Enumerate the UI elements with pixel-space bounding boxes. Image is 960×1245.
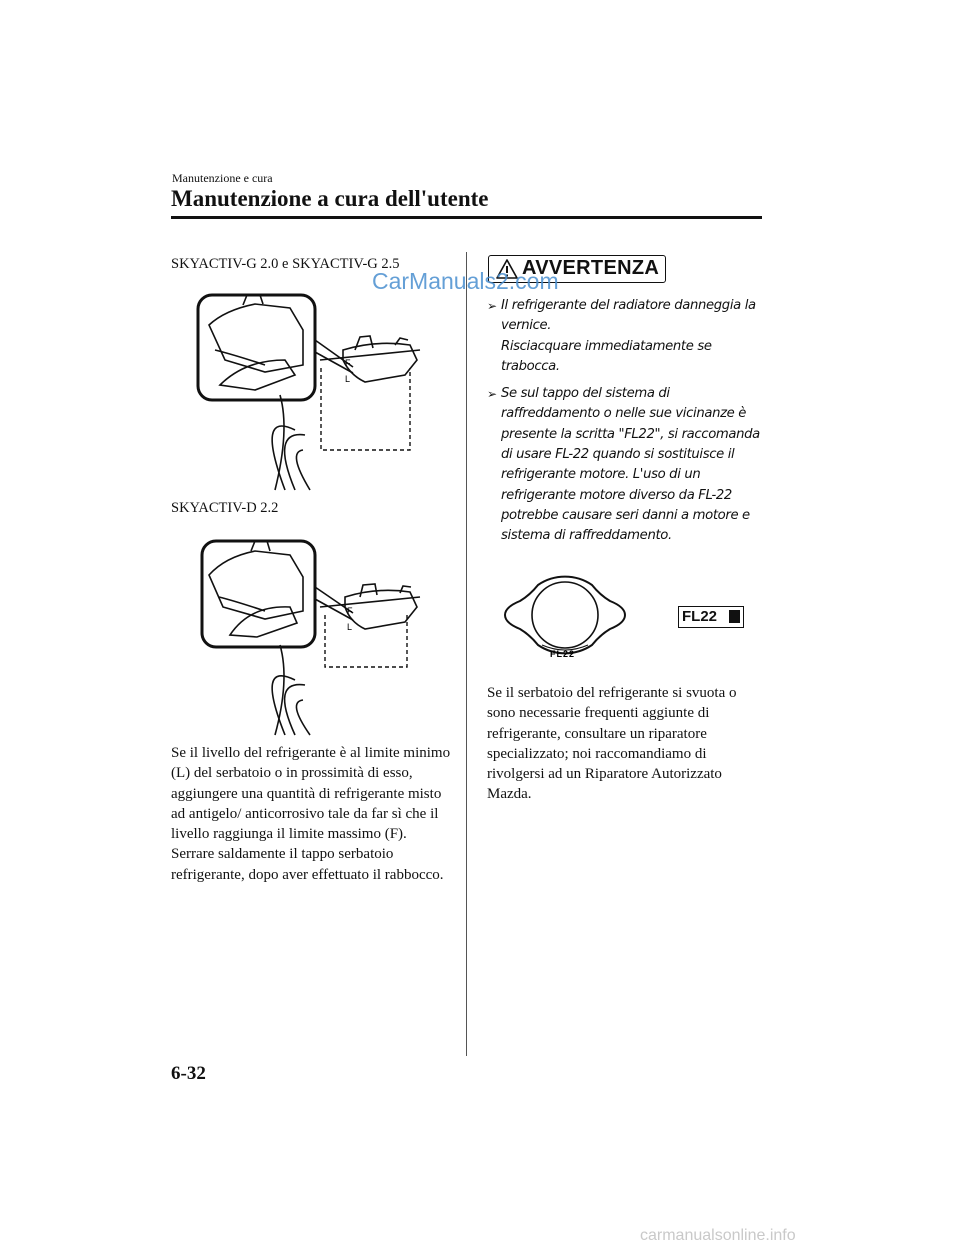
fill-mark-lower: L [345, 374, 351, 384]
arrow-bullet-icon: ➢ [487, 299, 497, 313]
engine-heading-diesel: SKYACTIV-D 2.2 [171, 500, 279, 516]
coolant-reservoir-illustration-diesel [195, 535, 435, 740]
section-label: Manutenzione e cura [172, 171, 273, 185]
book-icon [729, 610, 740, 623]
fl22-badge-label: FL22 [682, 608, 718, 625]
fill-mark-upper: F [345, 358, 351, 368]
warning-item: ➢ Il refrigerante del radiatore danneggia la vernice. Risciacquare immediatamente se trabocca. [487, 298, 756, 374]
tighten-cap-paragraph: Serrare saldamente il tappo serbatoio refrigerante, dopo aver effettuato il rabbocco. [171, 846, 444, 883]
fl22-badge [678, 606, 744, 628]
engine-heading-petrol: SKYACTIV-G 2.0 e SKYACTIV-G 2.5 [171, 256, 400, 272]
coolant-reservoir-illustration-petrol [195, 290, 435, 495]
service-advice: Se il serbatoio del refrigerante si svuota o sono necessarie frequenti aggiunte di refrigerante, consultare un riparatore specializzato; noi raccomandiamo di rivolgersi ad un Riparatore Autorizzato Mazda. [487, 685, 737, 803]
column-divider [466, 252, 467, 1056]
warning-list [487, 296, 765, 554]
cap-marking: FL22 [550, 649, 576, 659]
refill-instructions [171, 743, 456, 885]
arrow-bullet-icon: ➢ [487, 387, 497, 402]
warning-item: ➢ Se sul tappo del sistema di raffreddamento o nelle sue vicinanze è presente la scritta "FL22", si raccomanda di usare FL-22 quando si sostituisce il refrigerante motore. L'uso di un refrigerante motore diverso da FL-22 potrebbe causare seri danni a motore e sistema di raffreddamento. [487, 386, 760, 544]
warning-label: AVVERTENZA [522, 257, 660, 279]
footer-watermark: carmanualsonline.info [640, 1227, 796, 1244]
page-number: 6-32 [171, 1063, 206, 1084]
title-divider [171, 216, 762, 219]
radiator-cap-illustration [500, 565, 630, 665]
site-watermark: CarManuals2.com [372, 268, 559, 294]
refill-paragraph: Se il livello del refrigerante è al limite minimo (L) del serbatoio o in prossimità di esso, aggiungere una quantità di refrigerante misto ad antigelo/ anticorrosivo tale da far sì che il livello raggiunga il limite massimo (F). [171, 745, 451, 843]
fill-mark-lower: L [347, 622, 353, 632]
page-title: Manutenzione a cura dell'utente [171, 186, 489, 211]
fill-mark-upper: F [347, 606, 353, 616]
